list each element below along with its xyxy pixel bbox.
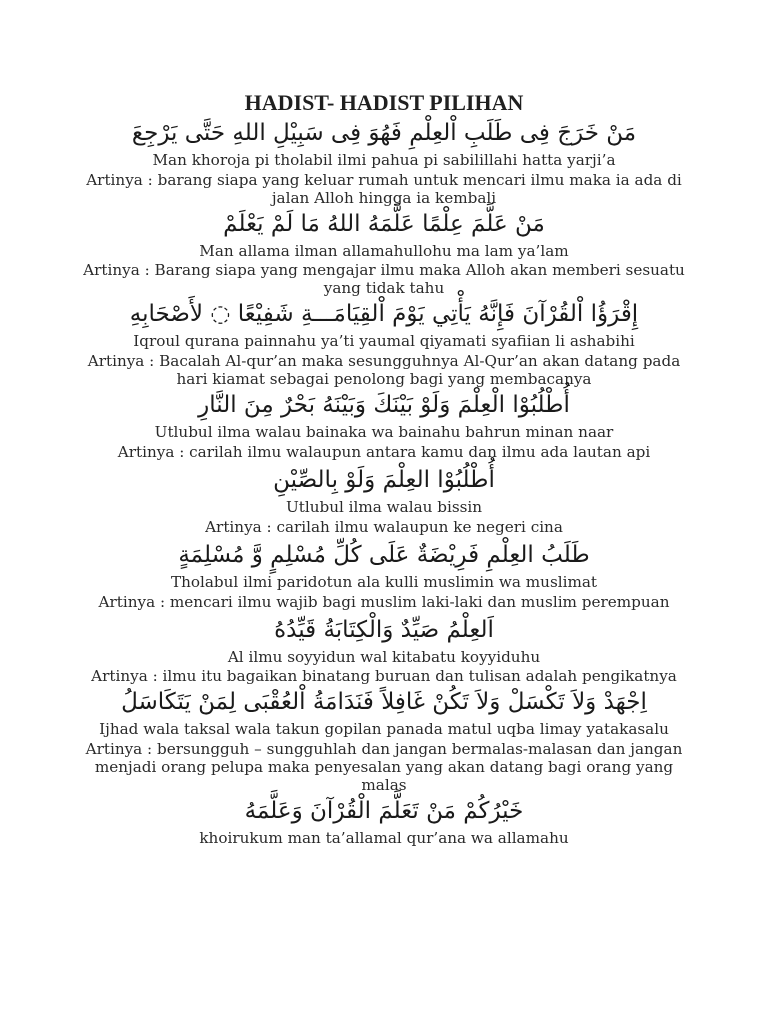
translation: Artinya : barang siapa yang keluar rumah untuk mencari ilmu maka ia ada di jalan Alloh hingga ia kembali xyxy=(86,170,682,207)
arabic-text: طَلَبُ العِلْمِ فَرِيْضَةٌ عَلَى كُلِّ مُسْلِمٍ وَّ مُسْلِمَةٍ xyxy=(178,541,590,568)
translation: Artinya : carilah ilmu walaupun antara kamu dan ilmu ada lautan api xyxy=(117,443,651,461)
hadith-block-4 xyxy=(0,388,768,463)
arabic-text: اِجْهَدْ وَلاَ تَكْسَلْ وَلاَ تَكُنْ غَافِلاً فَنَدَامَةُ اْلعُقْبَى لِمَنْ يَتَكَاسَلُ xyxy=(121,689,647,715)
arabic-text: خَيْرُكُمْ مَنْ تَعَلَّمَ الْقُرْآنَ وَعَلَّمَهُ xyxy=(244,797,524,824)
hadith-block-2 xyxy=(0,207,768,298)
translation: Artinya : ilmu itu bagaikan binatang buruan dan tulisan adalah pengikatnya xyxy=(91,667,677,685)
hadith-block-1 xyxy=(0,116,768,207)
arabic-text: مَنْ خَرَجَ فِى طَلَبِ اْلعِلْمِ فَهُوَ فِى سَبِيْلِ اللهِ حَتَّى يَرْجِعَ xyxy=(131,120,637,146)
page-title: HADIST- HADIST PILIHAN xyxy=(244,90,524,115)
transliteration: Al ilmu soyyidun wal kitabatu koyyiduhu xyxy=(227,647,541,666)
hadith-block-9 xyxy=(0,794,768,849)
hadith-block-3 xyxy=(0,297,768,388)
arabic-text: إِقْرَؤُا اْلقُرْآنَ فَإِنَّهُ يَأْتِي يَوْمَ اْلقِيَامَـــةِ شَفِيْعًا ◌ لأَصْحَابِهِ xyxy=(129,301,639,327)
transliteration: khoirukum man ta’allamal qur’ana wa allamahu xyxy=(199,828,569,847)
transliteration: Tholabul ilmi paridotun ala kulli muslimin wa muslimat xyxy=(170,572,598,591)
hadith-block-5 xyxy=(0,463,768,538)
transliteration: Man khoroja pi tholabil ilmi pahua pi sabilillahi hatta yarji’a xyxy=(152,151,616,169)
hadith-block-7 xyxy=(0,613,768,686)
arabic-text: أُطْلُبُوْا العِلْمَ وَلَوْ بِالصِّيْنِ xyxy=(273,466,495,493)
translation: Artinya : bersungguh – sungguhlah dan jangan bermalas-malasan dan jangan menjadi orang pelupa maka penyesalan yang akan datang bagi orang yang malas xyxy=(85,739,683,794)
translation: Artinya : Barang siapa yang mengajar ilmu maka Alloh akan memberi sesuatu yang tidak tahu xyxy=(83,261,685,297)
transliteration: Utlubul ilma walau bissin xyxy=(285,497,483,516)
arabic-text: أُطْلُبُوْا الْعِلْمَ وَلَوْ بَيْنَكَ وَبَيْنَهُ بَحْرٌ مِنَ النَّارِ xyxy=(198,391,570,418)
translation: Artinya : Bacalah Al-qur’an maka sesungguhnya Al-Qur’an akan datang pada hari kiamat sebagai penolong bagi yang membacanya xyxy=(87,351,681,388)
transliteration: Utlubul ilma walau bainaka wa bainahu bahrun minan naar xyxy=(154,422,614,441)
document-page xyxy=(0,90,768,848)
translation: Artinya : carilah ilmu walaupun ke negeri cina xyxy=(205,518,563,536)
hadith-block-6 xyxy=(0,538,768,613)
translation: Artinya : mencari ilmu wajib bagi muslim laki-laki dan muslim perempuan xyxy=(98,593,670,611)
transliteration: Man allama ilman allamahullohu ma lam ya’lam xyxy=(199,241,569,260)
transliteration: Ijhad wala taksal wala takun gopilan panada matul uqba limay yatakasalu xyxy=(99,720,669,738)
arabic-text: اَلعِلْمُ صَيِّدٌ وَالْكِتَابَةُ قَيِّدُهُ xyxy=(274,616,494,643)
hadith-block-8 xyxy=(0,685,768,794)
arabic-text: مَنْ عَلَّمَ عِلْمًا عَلَّمَهُ اللهُ مَا لَمْ يَعْلَمْ xyxy=(223,210,545,237)
transliteration: Iqroul qurana painnahu ya’ti yaumal qiyamati syafiian li ashabihi xyxy=(133,332,635,350)
